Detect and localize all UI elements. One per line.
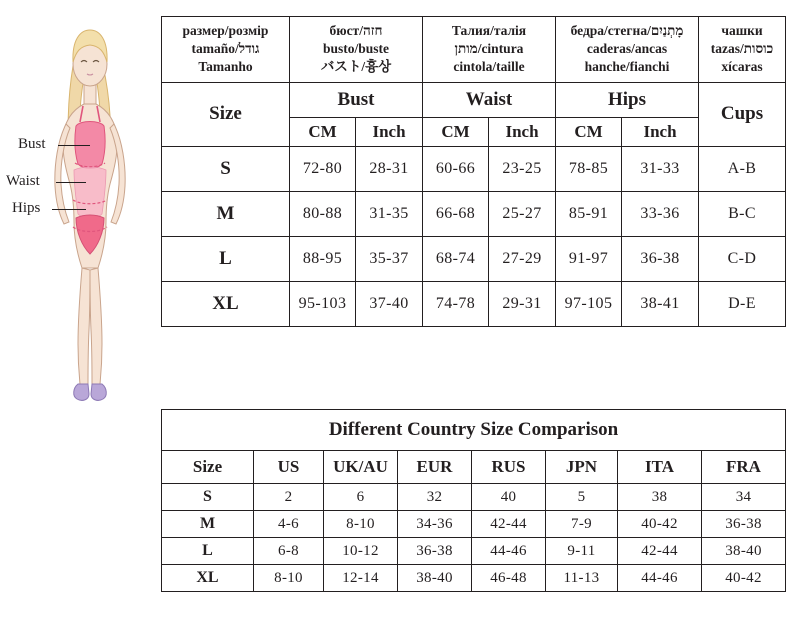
cell-waist-inch-xl: 29-31 <box>489 281 556 326</box>
header-cups-multilingual <box>699 17 786 83</box>
cmp-header-fra: FRA <box>702 451 786 484</box>
header-waist-multilingual <box>423 17 556 83</box>
cmp-cell-eur-s: 32 <box>398 484 472 511</box>
header-waist-line-1: Талия/талія <box>451 23 527 38</box>
cell-waist-cm-xl: 74-78 <box>423 281 489 326</box>
table-row <box>162 511 786 538</box>
cmp-cell-eur-l: 36-38 <box>398 538 472 565</box>
cell-waist-cm-s: 60-66 <box>423 146 489 191</box>
cmp-header-size: Size <box>162 451 254 484</box>
header-bust-line-2: busto/buste <box>322 41 390 57</box>
cell-waist-inch-s: 23-25 <box>489 146 556 191</box>
table-row <box>162 565 786 592</box>
header-hips-multilingual <box>556 17 699 83</box>
table-row <box>162 236 786 281</box>
cell-waist-cm-m: 66-68 <box>423 191 489 236</box>
cmp-cell-ita-s: 38 <box>618 484 702 511</box>
cell-bust-cm-xl: 95-103 <box>290 281 356 326</box>
group-header-waist: Waist <box>423 82 556 117</box>
table-row-header <box>162 451 786 484</box>
country-size-comparison-table <box>161 409 786 592</box>
cmp-row-size-xl: XL <box>162 565 254 592</box>
cmp-header-eur: EUR <box>398 451 472 484</box>
cmp-cell-us-m: 4-6 <box>254 511 324 538</box>
cmp-row-size-m: M <box>162 511 254 538</box>
cmp-cell-ita-m: 40-42 <box>618 511 702 538</box>
header-size-line-2: tamaño/גודל <box>191 41 260 57</box>
cmp-header-uk-au: UK/AU <box>324 451 398 484</box>
group-header-size: Size <box>162 82 290 146</box>
comparison-table-title: Different Country Size Comparison <box>162 410 786 451</box>
cell-waist-inch-l: 27-29 <box>489 236 556 281</box>
figure-label-bust: Bust <box>18 136 46 152</box>
header-bust-line-3: バスト/흉상 <box>320 59 392 75</box>
cmp-cell-rus-xl: 46-48 <box>472 565 546 592</box>
group-header-bust: Bust <box>290 82 423 117</box>
table-row <box>162 484 786 511</box>
cell-hips-cm-xl: 97-105 <box>556 281 622 326</box>
figure-label-waist: Waist <box>6 173 40 189</box>
cmp-cell-fra-m: 36-38 <box>702 511 786 538</box>
header-cups-line-1: чашки <box>721 23 763 38</box>
cmp-cell-uk-au-l: 10-12 <box>324 538 398 565</box>
female-body-figure-icon <box>40 18 150 408</box>
cell-bust-cm-m: 80-88 <box>290 191 356 236</box>
hips-leader-line <box>52 209 86 210</box>
header-size-multilingual <box>162 17 290 83</box>
table-row <box>162 538 786 565</box>
cmp-cell-uk-au-xl: 12-14 <box>324 565 398 592</box>
cmp-cell-fra-xl: 40-42 <box>702 565 786 592</box>
header-waist-line-2: מותן/cintura <box>454 41 524 57</box>
cmp-cell-eur-m: 34-36 <box>398 511 472 538</box>
header-bust-multilingual <box>290 17 423 83</box>
header-cups-line-2: tazas/כוסות <box>710 41 774 57</box>
cell-hips-cm-l: 91-97 <box>556 236 622 281</box>
header-size-line-3: Tamanho <box>198 59 253 75</box>
table-row-group-header <box>162 82 786 117</box>
cell-cups-l: C-D <box>699 236 786 281</box>
cell-cups-xl: D-E <box>699 281 786 326</box>
cmp-cell-fra-l: 38-40 <box>702 538 786 565</box>
cmp-cell-us-l: 6-8 <box>254 538 324 565</box>
cmp-header-ita: ITA <box>618 451 702 484</box>
table-row-title <box>162 410 786 451</box>
header-hips-line-1: бедра/стегна/מָתְנַיִם <box>570 23 684 38</box>
cmp-header-jpn: JPN <box>546 451 618 484</box>
header-cups-line-3: xícaras <box>721 59 763 75</box>
cell-cups-s: A-B <box>699 146 786 191</box>
cell-bust-inch-l: 35-37 <box>356 236 423 281</box>
cmp-cell-jpn-m: 7-9 <box>546 511 618 538</box>
table-row-multilingual-header <box>162 17 786 83</box>
header-hips-line-3: hanche/fianchi <box>584 59 670 75</box>
cmp-cell-us-xl: 8-10 <box>254 565 324 592</box>
cmp-cell-rus-l: 44-46 <box>472 538 546 565</box>
unit-header-bust-inch: Inch <box>356 117 423 146</box>
cell-hips-inch-xl: 38-41 <box>622 281 699 326</box>
row-size-xl: XL <box>162 281 290 326</box>
model-illustration-panel <box>0 0 160 420</box>
header-waist-line-3: cintola/taille <box>453 59 525 75</box>
sizing-table <box>161 16 786 327</box>
row-size-s: S <box>162 146 290 191</box>
cell-hips-inch-s: 31-33 <box>622 146 699 191</box>
cmp-header-rus: RUS <box>472 451 546 484</box>
cell-bust-inch-s: 28-31 <box>356 146 423 191</box>
table-row <box>162 191 786 236</box>
group-header-hips: Hips <box>556 82 699 117</box>
row-size-l: L <box>162 236 290 281</box>
cmp-row-size-s: S <box>162 484 254 511</box>
cmp-cell-rus-m: 42-44 <box>472 511 546 538</box>
cmp-cell-us-s: 2 <box>254 484 324 511</box>
cmp-cell-jpn-xl: 11-13 <box>546 565 618 592</box>
cell-bust-inch-m: 31-35 <box>356 191 423 236</box>
cmp-cell-jpn-s: 5 <box>546 484 618 511</box>
cell-hips-inch-l: 36-38 <box>622 236 699 281</box>
cmp-row-size-l: L <box>162 538 254 565</box>
table-row <box>162 146 786 191</box>
cell-hips-cm-m: 85-91 <box>556 191 622 236</box>
cmp-cell-jpn-l: 9-11 <box>546 538 618 565</box>
unit-header-bust-cm: CM <box>290 117 356 146</box>
cmp-cell-eur-xl: 38-40 <box>398 565 472 592</box>
cmp-cell-uk-au-m: 8-10 <box>324 511 398 538</box>
row-size-m: M <box>162 191 290 236</box>
cell-waist-cm-l: 68-74 <box>423 236 489 281</box>
cmp-header-us: US <box>254 451 324 484</box>
waist-leader-line <box>56 182 86 183</box>
header-bust-line-1: бюст/חזה <box>329 23 383 38</box>
cell-bust-cm-l: 88-95 <box>290 236 356 281</box>
group-header-cups: Cups <box>699 82 786 146</box>
cmp-cell-fra-s: 34 <box>702 484 786 511</box>
cmp-cell-rus-s: 40 <box>472 484 546 511</box>
unit-header-hips-inch: Inch <box>622 117 699 146</box>
unit-header-waist-inch: Inch <box>489 117 556 146</box>
unit-header-waist-cm: CM <box>423 117 489 146</box>
bust-leader-line <box>58 145 90 146</box>
figure-label-hips: Hips <box>12 200 41 216</box>
cell-hips-cm-s: 78-85 <box>556 146 622 191</box>
cell-hips-inch-m: 33-36 <box>622 191 699 236</box>
cmp-cell-uk-au-s: 6 <box>324 484 398 511</box>
header-hips-line-2: caderas/ancas <box>586 41 668 57</box>
cmp-cell-ita-l: 42-44 <box>618 538 702 565</box>
cell-cups-m: B-C <box>699 191 786 236</box>
table-row <box>162 281 786 326</box>
cell-bust-cm-s: 72-80 <box>290 146 356 191</box>
cmp-cell-ita-xl: 44-46 <box>618 565 702 592</box>
unit-header-hips-cm: CM <box>556 117 622 146</box>
header-size-line-1: размер/розмір <box>182 23 269 38</box>
cell-waist-inch-m: 25-27 <box>489 191 556 236</box>
cell-bust-inch-xl: 37-40 <box>356 281 423 326</box>
